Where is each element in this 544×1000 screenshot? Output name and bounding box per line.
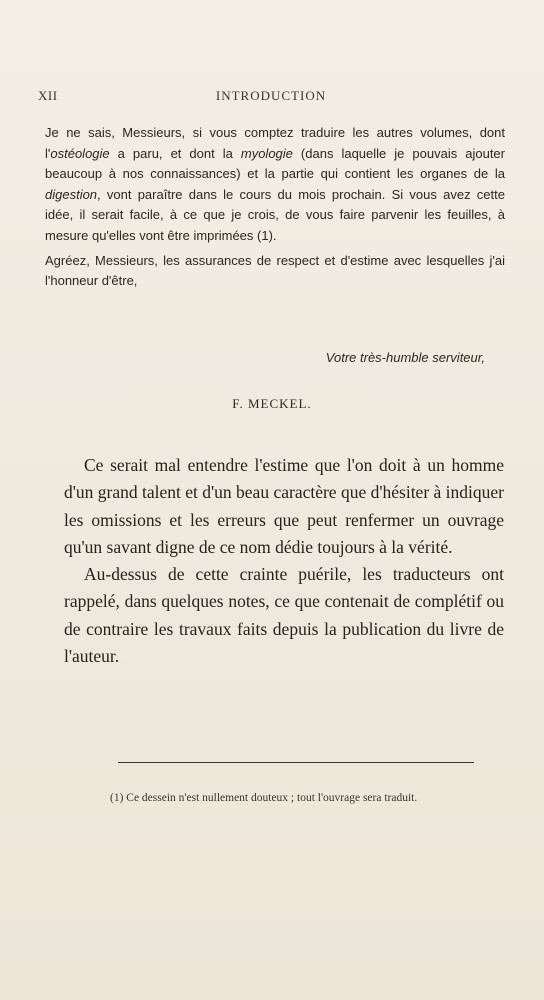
letter-p1-seg-3: myologie bbox=[240, 145, 293, 161]
letter-p1-seg-4: (dans laquelle je pouvais ajouter beaucoup à nos connaissances) et la partie qui contient les organes de la bbox=[45, 145, 505, 182]
footnote-text: (1) Ce dessein n'est nullement douteux ; tout l'ouvrage sera traduit. bbox=[110, 792, 418, 804]
letter-signature: F. MECKEL. bbox=[232, 396, 312, 411]
letter-paragraph-1 bbox=[45, 123, 505, 247]
footnote-divider bbox=[118, 762, 474, 763]
letter-p1-seg-0: Je ne sais, Messieurs, si vous comptez traduire les autres volumes, dont l' bbox=[45, 125, 505, 161]
letter-p1-seg-6: , vont paraître dans le cours du mois prochain. Si vous avez cette idée, il serait facile, à ce que je crois, de vous faire parvenir les feuilles, à mesure qu'elles vont être imprimées (1). bbox=[45, 186, 505, 243]
main-paragraph-2: Au-dessus de cette crainte puérile, les traducteurs ont rappelé, dans quelques notes, ce que contenait de complétif ou de contraire les travaux faits depuis la publication du livre de l'auteur. bbox=[64, 564, 504, 667]
page-header bbox=[38, 88, 504, 108]
letter-p1-seg-5: digestion bbox=[45, 186, 98, 202]
letter-p1-seg-2: a paru, et dont la bbox=[109, 145, 241, 161]
main-text bbox=[64, 452, 504, 670]
running-title: INTRODUCTION bbox=[215, 88, 327, 103]
letter-closing: Votre très-humble serviteur, bbox=[325, 350, 485, 365]
letter-text bbox=[45, 123, 505, 292]
footnote bbox=[110, 790, 510, 807]
page-number: XII bbox=[38, 88, 58, 103]
main-paragraph-1: Ce serait mal entendre l'estime que l'on doit à un homme d'un grand talent et d'un beau caractère que d'hésiter à indiquer les omissions et les erreurs que peut renfermer un ouvrage qu'un savant digne de ce nom dédie toujours à la vérité. bbox=[64, 455, 504, 557]
letter-p1-seg-1: ostéologie bbox=[50, 145, 110, 161]
letter-paragraph-2: Agréez, Messieurs, les assurances de respect et d'estime avec lesquelles j'ai l'honneur d'être, bbox=[45, 252, 505, 289]
